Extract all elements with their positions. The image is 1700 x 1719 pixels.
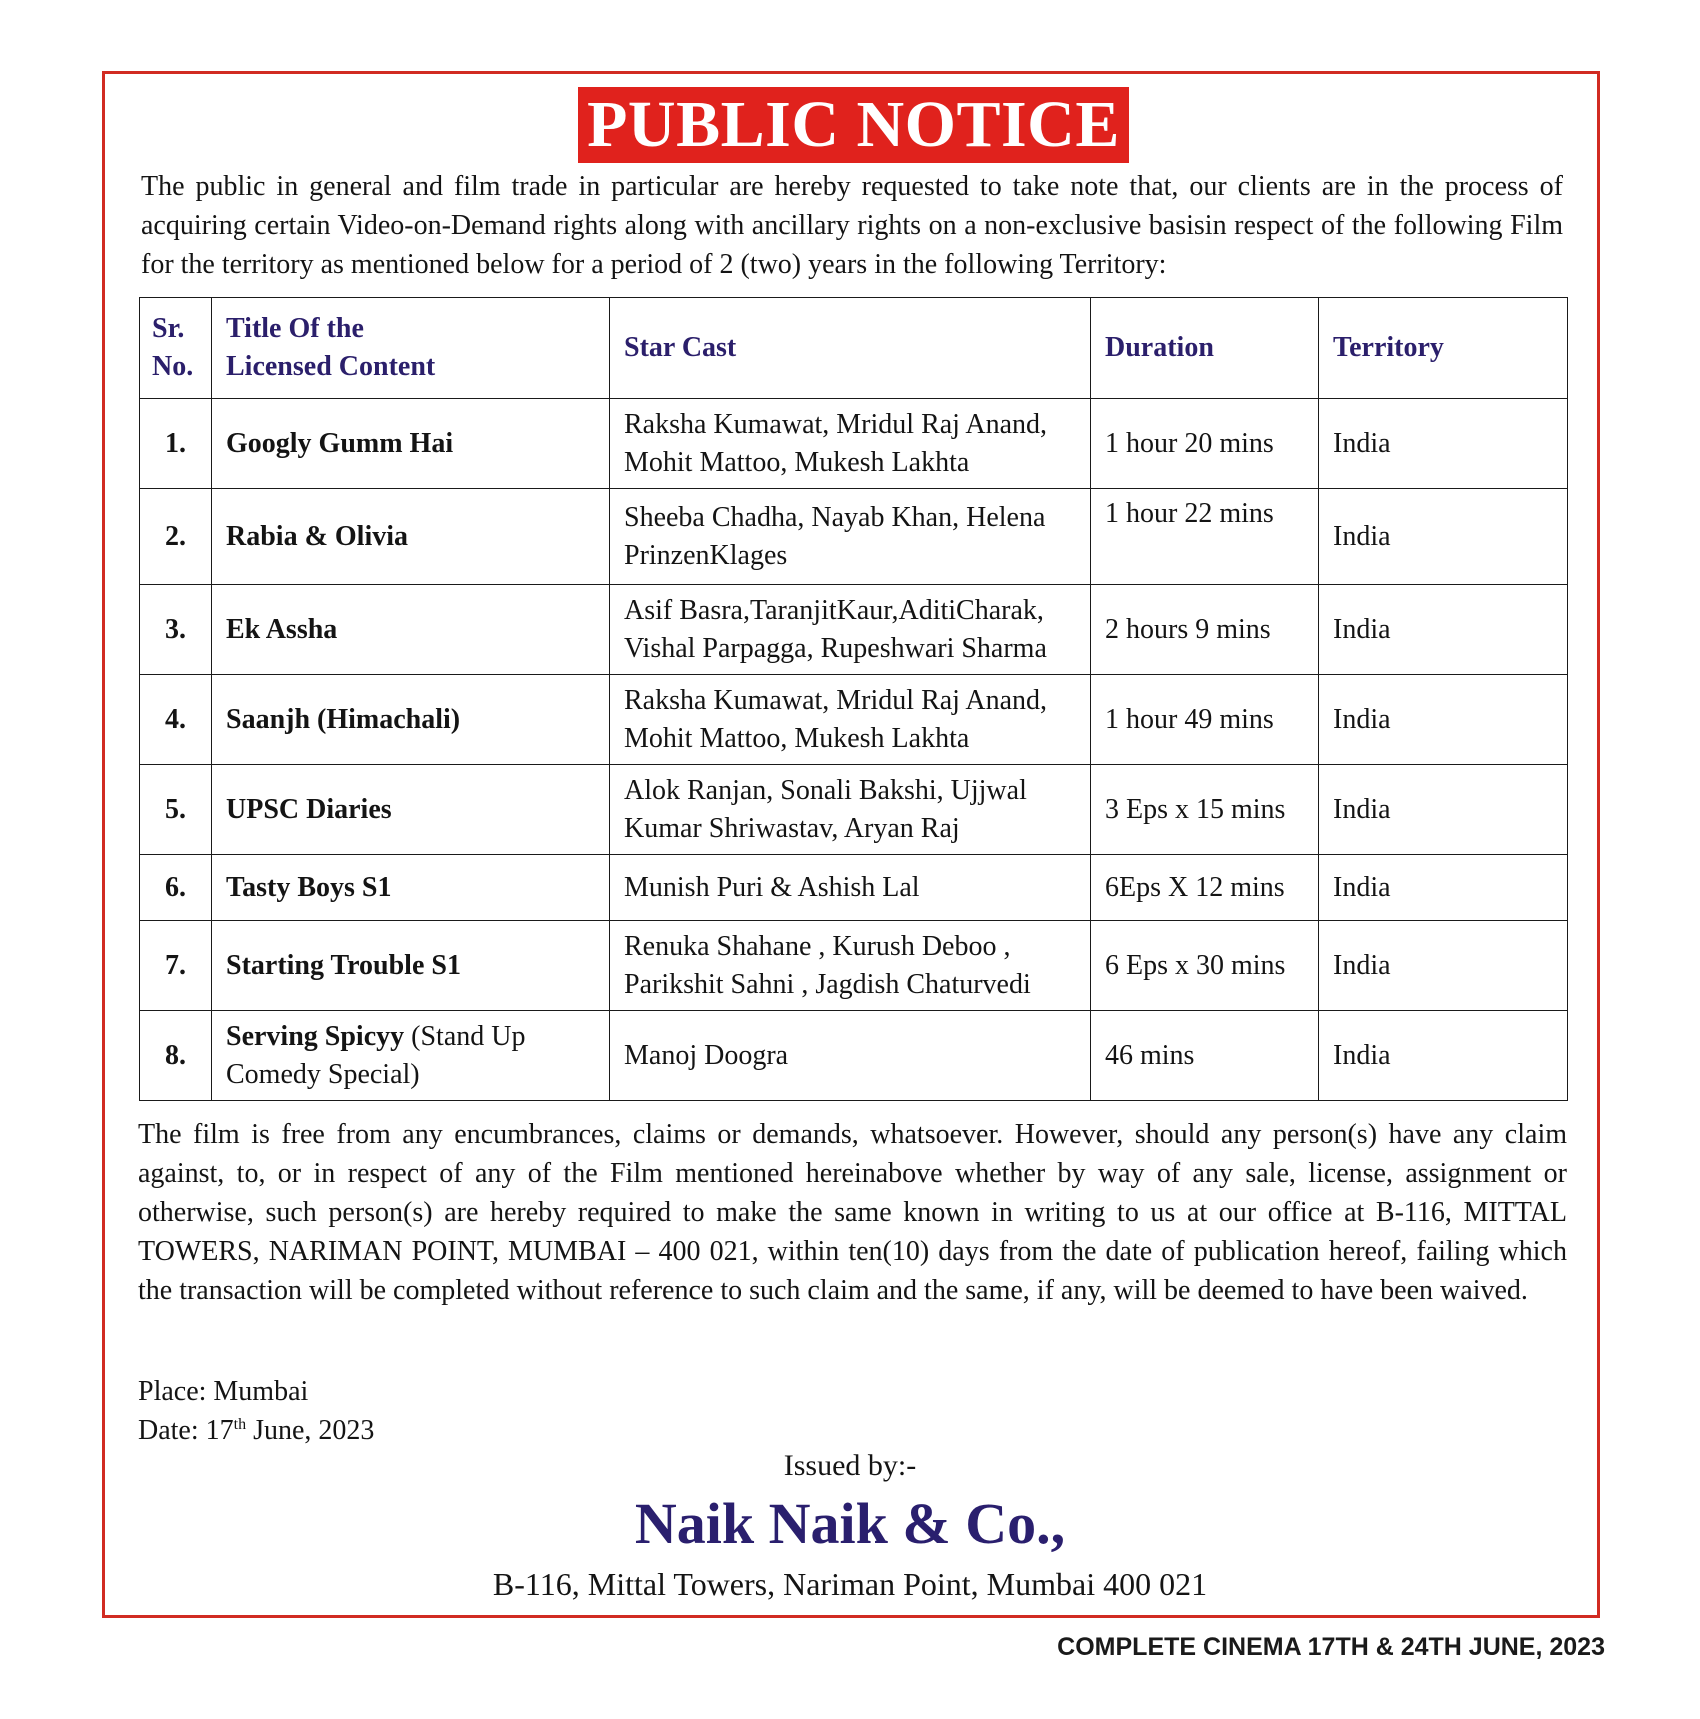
table-row bbox=[140, 399, 1568, 489]
row-territory: India bbox=[1319, 489, 1568, 585]
row-title: Rabia & Olivia bbox=[212, 489, 610, 585]
table-row bbox=[140, 1011, 1568, 1101]
table-row bbox=[140, 489, 1568, 585]
notice-title: PUBLIC NOTICE bbox=[578, 87, 1129, 163]
issuer-name: Naik Naik & Co., bbox=[634, 1491, 1066, 1556]
publication-footer: COMPLETE CINEMA 17TH & 24TH JUNE, 2023 bbox=[1057, 1633, 1605, 1661]
cast-line: Sheeba Chadha, Nayab Khan, Helena bbox=[624, 501, 1046, 533]
cast-line: Mohit Mattoo, Mukesh Lakhta bbox=[624, 446, 970, 478]
row-sr-no: 6. bbox=[140, 855, 212, 921]
cast-line: Renuka Shahane , Kurush Deboo , bbox=[624, 930, 1011, 962]
row-title: Tasty Boys S1 bbox=[212, 855, 610, 921]
row-star-cast bbox=[610, 765, 1091, 855]
row-duration: 2 hours 9 mins bbox=[1091, 585, 1319, 675]
row-star-cast bbox=[610, 1011, 1091, 1101]
closing-paragraph: The film is free from any encumbrances, claims or demands, whatsoever. However, should any person(s) have any claim against, to, or in respect of any of the Film mentioned hereinabove whether by way of any sale, license, assignment or otherwise, such person(s) are hereby required to make the same known in writing to us at our office at B-116, MITTAL TOWERS, NARIMAN POINT, MUMBAI – 400 021, within ten(10) days from the date of publication hereof, failing which the transaction will be completed without reference to such claim and the same, if any, will be deemed to have been waived. bbox=[138, 1119, 1567, 1306]
date-suffix: th bbox=[233, 1416, 247, 1433]
row-title: UPSC Diaries bbox=[212, 765, 610, 855]
row-sr-no: 2. bbox=[140, 489, 212, 585]
row-sr-no: 3. bbox=[140, 585, 212, 675]
cast-line: PrinzenKlages bbox=[624, 539, 788, 571]
row-duration: 1 hour 20 mins bbox=[1091, 399, 1319, 489]
date-prefix: Date: 17 bbox=[138, 1415, 234, 1446]
table-row bbox=[140, 855, 1568, 921]
cast-line: Manoj Doogra bbox=[624, 1039, 789, 1071]
row-duration: 3 Eps x 15 mins bbox=[1091, 765, 1319, 855]
row-sr-no: 4. bbox=[140, 675, 212, 765]
table-row bbox=[140, 675, 1568, 765]
header-title-line1: Title Of the bbox=[226, 313, 364, 344]
table-header-row bbox=[140, 298, 1568, 399]
row-title: Starting Trouble S1 bbox=[212, 921, 610, 1011]
row-sr-no: 8. bbox=[140, 1011, 212, 1101]
row-territory: India bbox=[1319, 399, 1568, 489]
row-star-cast bbox=[610, 855, 1091, 921]
date-line bbox=[138, 1411, 374, 1450]
cast-line: Vishal Parpagga, Rupeshwari Sharma bbox=[624, 632, 1047, 664]
cast-line: Munish Puri & Ashish Lal bbox=[624, 871, 920, 903]
row-territory: India bbox=[1319, 765, 1568, 855]
header-title-line2: Licensed Content bbox=[226, 351, 436, 382]
table-row bbox=[140, 765, 1568, 855]
header-territory: Territory bbox=[1319, 298, 1568, 399]
row-duration: 1 hour 49 mins bbox=[1091, 675, 1319, 765]
table-row bbox=[140, 921, 1568, 1011]
row-sr-no: 5. bbox=[140, 765, 212, 855]
row-star-cast bbox=[610, 675, 1091, 765]
cast-line: Raksha Kumawat, Mridul Raj Anand, bbox=[624, 684, 1048, 716]
row-territory: India bbox=[1319, 921, 1568, 1011]
row-duration: 1 hour 22 mins bbox=[1091, 489, 1319, 585]
intro-paragraph: The public in general and film trade in particular are hereby requested to take note that, our clients are in the process of acquiring certain Video-on-Demand rights along with ancillary rights on a non-exclusive basisin respect of the following Film for the territory as mentioned below for a period of 2 (two) years in the following Territory: bbox=[141, 171, 1563, 280]
row-title: Ek Assha bbox=[212, 585, 610, 675]
place-line: Place: Mumbai bbox=[138, 1376, 309, 1407]
row-title-main: Serving Spicyy bbox=[226, 1020, 405, 1052]
row-sr-no: 1. bbox=[140, 399, 212, 489]
row-star-cast bbox=[610, 399, 1091, 489]
row-title-note: (Stand Up Comedy Special) bbox=[226, 1020, 526, 1090]
table-row bbox=[140, 585, 1568, 675]
cast-line: Alok Ranjan, Sonali Bakshi, Ujjwal bbox=[624, 774, 1027, 806]
issued-by-label: Issued by:- bbox=[783, 1449, 917, 1482]
row-star-cast bbox=[610, 585, 1091, 675]
cast-line: Mohit Mattoo, Mukesh Lakhta bbox=[624, 722, 970, 754]
cast-line: Kumar Shriwastav, Aryan Raj bbox=[624, 812, 960, 844]
date-rest: June, 2023 bbox=[246, 1415, 375, 1446]
row-title: Googly Gumm Hai bbox=[212, 399, 610, 489]
header-title bbox=[212, 298, 610, 399]
row-territory: India bbox=[1319, 585, 1568, 675]
cast-line: Parikshit Sahni , Jagdish Chaturvedi bbox=[624, 968, 1031, 1000]
row-duration: 6Eps X 12 mins bbox=[1091, 855, 1319, 921]
row-star-cast bbox=[610, 489, 1091, 585]
row-territory: India bbox=[1319, 855, 1568, 921]
row-duration: 46 mins bbox=[1091, 1011, 1319, 1101]
header-sr-line2: No. bbox=[152, 351, 194, 382]
header-duration: Duration bbox=[1091, 298, 1319, 399]
row-territory: India bbox=[1319, 675, 1568, 765]
cast-line: Raksha Kumawat, Mridul Raj Anand, bbox=[624, 408, 1048, 440]
row-territory: India bbox=[1319, 1011, 1568, 1101]
header-sr-line1: Sr. bbox=[152, 313, 185, 344]
row-duration: 6 Eps x 30 mins bbox=[1091, 921, 1319, 1011]
row-title: Saanjh (Himachali) bbox=[212, 675, 610, 765]
header-sr-no bbox=[140, 298, 212, 399]
issuer-address: B-116, Mittal Towers, Nariman Point, Mumbai 400 021 bbox=[492, 1566, 1208, 1602]
row-title bbox=[212, 1011, 610, 1101]
header-star-cast: Star Cast bbox=[610, 298, 1091, 399]
cast-line: Asif Basra,TaranjitKaur,AditiCharak, bbox=[624, 594, 1044, 626]
row-star-cast bbox=[610, 921, 1091, 1011]
films-table bbox=[139, 297, 1568, 1101]
row-sr-no: 7. bbox=[140, 921, 212, 1011]
